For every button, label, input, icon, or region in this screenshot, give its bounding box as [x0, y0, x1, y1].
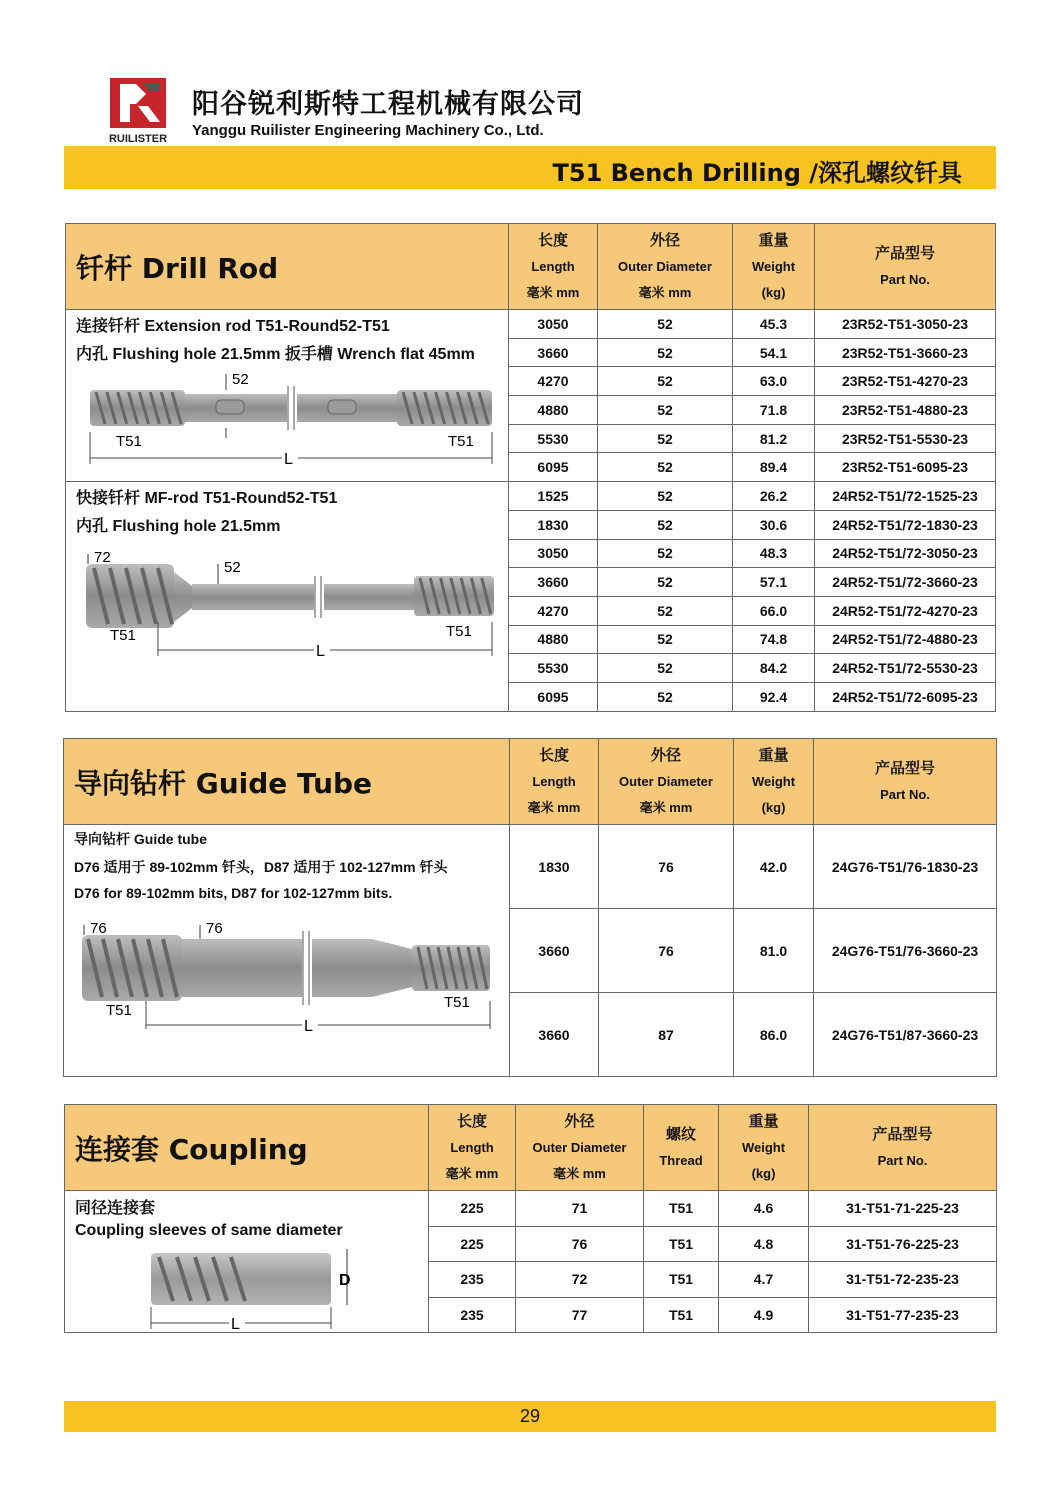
table-cell: 23R52-T51-4270-23 — [815, 367, 996, 396]
table-cell: 24G76-T51/76-3660-23 — [814, 909, 997, 993]
od-header: 外径 Outer Diameter 毫米 mm — [516, 1105, 644, 1191]
table-cell: 4880 — [509, 625, 598, 654]
table-cell: 5530 — [509, 424, 598, 453]
coupling-title: 连接套 Coupling — [65, 1105, 429, 1191]
length-header: 长度 Length 毫米 mm — [429, 1105, 516, 1191]
table-cell: 86.0 — [734, 993, 814, 1077]
title-band — [64, 146, 996, 189]
table-cell: 45.3 — [733, 310, 815, 339]
table-cell: 3660 — [510, 993, 599, 1077]
table-cell: 6095 — [509, 453, 598, 482]
table-cell: 48.3 — [733, 539, 815, 568]
table-cell: 30.6 — [733, 510, 815, 539]
description-line: 内孔 Flushing hole 21.5mm 扳手槽 Wrench flat 45mm — [76, 346, 475, 363]
length-header: 长度 Length 毫米 mm — [509, 224, 598, 310]
table-cell: 72 — [516, 1262, 644, 1298]
table-cell: 1525 — [509, 482, 598, 511]
table-cell: 77 — [516, 1297, 644, 1333]
table-row — [65, 1191, 997, 1227]
table-cell: 52 — [598, 424, 733, 453]
table-cell: 31-T51-72-235-23 — [809, 1262, 997, 1298]
rod-drawing — [76, 550, 496, 660]
dim-l: L — [304, 1018, 313, 1031]
table-cell: T51 — [644, 1262, 719, 1298]
dim-d: D — [339, 1272, 351, 1289]
table-cell: 52 — [598, 338, 733, 367]
table-cell: 3660 — [509, 338, 598, 367]
table-cell: 24R52-T51/72-5530-23 — [815, 654, 996, 683]
dim-l: L — [231, 1316, 240, 1333]
rod-drawing — [72, 921, 492, 1031]
table-cell: 76 — [599, 909, 734, 993]
product-description — [66, 482, 509, 712]
table-cell: 54.1 — [733, 338, 815, 367]
dim-l: L — [316, 643, 325, 661]
table-cell: 92.4 — [733, 682, 815, 711]
thread-right-label: T51 — [446, 623, 472, 641]
dim-d1: 72 — [94, 550, 111, 567]
table-cell: T51 — [644, 1191, 719, 1227]
table-cell: 57.1 — [733, 568, 815, 597]
table-cell: 26.2 — [733, 482, 815, 511]
table-cell: 23R52-T51-3660-23 — [815, 338, 996, 367]
table-cell: 71 — [516, 1191, 644, 1227]
od-header: 外径 Outer Diameter 毫米 mm — [598, 224, 733, 310]
description-line: D76 for 89-102mm bits, D87 for 102-127mm bits. — [74, 885, 393, 901]
table-cell: 31-T51-76-225-23 — [809, 1226, 997, 1262]
table-cell: 4270 — [509, 596, 598, 625]
table-cell: 3050 — [509, 539, 598, 568]
drill-rod-table — [65, 223, 996, 712]
table-cell: 81.2 — [733, 424, 815, 453]
table-cell: 42.0 — [734, 825, 814, 909]
table-cell: 71.8 — [733, 396, 815, 425]
description-line: Coupling sleeves of same diameter — [75, 1222, 343, 1239]
table-cell: 24R52-T51/72-6095-23 — [815, 682, 996, 711]
guide-tube-table — [63, 738, 997, 1077]
thread-left-label: T51 — [116, 433, 142, 450]
coupling-table — [64, 1104, 997, 1333]
table-cell: 4880 — [509, 396, 598, 425]
table-cell: 24G76-T51/87-3660-23 — [814, 993, 997, 1077]
logo-text: RUILISTER — [108, 133, 168, 145]
description-line: 连接钎杆 Extension rod T51-Round52-T51 — [76, 318, 390, 335]
table-cell: 52 — [598, 310, 733, 339]
thread-left-label: T51 — [106, 1002, 132, 1019]
page-title: T51 Bench Drilling /深孔螺纹钎具 — [552, 159, 962, 187]
table-cell: 225 — [429, 1191, 516, 1227]
table-cell: 52 — [598, 510, 733, 539]
product-description — [66, 310, 509, 482]
table-cell: 52 — [598, 625, 733, 654]
table-cell: 52 — [598, 539, 733, 568]
table-cell: 5530 — [509, 654, 598, 683]
table-cell: 52 — [598, 396, 733, 425]
table-row — [64, 825, 997, 909]
weight-header: 重量 Weight (kg) — [733, 224, 815, 310]
table-cell: T51 — [644, 1226, 719, 1262]
table-cell: 81.0 — [734, 909, 814, 993]
table-row — [66, 310, 996, 339]
table-cell: 23R52-T51-6095-23 — [815, 453, 996, 482]
guide-tube-title: 导向钻杆 Guide Tube — [64, 739, 510, 825]
thread-left-label: T51 — [110, 627, 136, 645]
weight-header: 重量 Weight (kg) — [719, 1105, 809, 1191]
table-cell: 24R52-T51/72-3050-23 — [815, 539, 996, 568]
table-cell: 52 — [598, 682, 733, 711]
table-cell: 235 — [429, 1262, 516, 1298]
thread-header: 螺纹 Thread — [644, 1105, 719, 1191]
rod-drawing — [76, 368, 496, 478]
table-cell: 23R52-T51-4880-23 — [815, 396, 996, 425]
table-cell: 6095 — [509, 682, 598, 711]
table-cell: 31-T51-71-225-23 — [809, 1191, 997, 1227]
table-cell: 3050 — [509, 310, 598, 339]
dim-d2: 76 — [206, 921, 223, 937]
table-cell: 63.0 — [733, 367, 815, 396]
table-cell: 24R52-T51/72-1830-23 — [815, 510, 996, 539]
table-cell: 24R52-T51/72-4880-23 — [815, 625, 996, 654]
od-header: 外径 Outer Diameter 毫米 mm — [599, 739, 734, 825]
table-cell: 52 — [598, 654, 733, 683]
table-cell: T51 — [644, 1297, 719, 1333]
part-header: 产品型号 Part No. — [814, 739, 997, 825]
table-cell: 87 — [599, 993, 734, 1077]
description-line: 快接钎杆 MF-rod T51-Round52-T51 — [76, 490, 338, 508]
table-cell: 1830 — [509, 510, 598, 539]
table-cell: 52 — [598, 367, 733, 396]
drill-rod-title: 钎杆 Drill Rod — [66, 224, 509, 310]
part-header: 产品型号 Part No. — [809, 1105, 997, 1191]
table-cell: 23R52-T51-3050-23 — [815, 310, 996, 339]
table-cell: 4.6 — [719, 1191, 809, 1227]
description-line: D76 适用于 89-102mm 钎头，D87 适用于 102-127mm 钎头 — [74, 859, 448, 875]
company-name-en: Yanggu Ruilister Engineering Machinery Co., Ltd. — [192, 122, 544, 139]
product-description — [64, 825, 510, 1077]
table-cell: 4.7 — [719, 1262, 809, 1298]
table-cell: 24R52-T51/72-3660-23 — [815, 568, 996, 597]
table-cell: 52 — [598, 453, 733, 482]
part-header: 产品型号 Part No. — [815, 224, 996, 310]
dim-d2: 52 — [224, 559, 241, 577]
page-number: 29 — [64, 1401, 996, 1432]
table-cell: 225 — [429, 1226, 516, 1262]
table-cell: 89.4 — [733, 453, 815, 482]
product-description — [65, 1191, 429, 1333]
table-cell: 52 — [598, 482, 733, 511]
description-line: 同径连接套 — [75, 1200, 156, 1217]
table-cell: 3660 — [509, 568, 598, 597]
thread-right-label: T51 — [444, 994, 470, 1011]
thread-right-label: T51 — [448, 433, 474, 450]
table-cell: 66.0 — [733, 596, 815, 625]
table-cell: 235 — [429, 1297, 516, 1333]
table-cell: 1830 — [510, 825, 599, 909]
table-cell: 3660 — [510, 909, 599, 993]
company-logo — [96, 76, 180, 146]
table-cell: 84.2 — [733, 654, 815, 683]
table-cell: 52 — [598, 568, 733, 597]
weight-header: 重量 Weight (kg) — [734, 739, 814, 825]
table-cell: 76 — [516, 1226, 644, 1262]
table-cell: 4.8 — [719, 1226, 809, 1262]
description-line: 内孔 Flushing hole 21.5mm — [76, 518, 281, 536]
table-cell: 23R52-T51-5530-23 — [815, 424, 996, 453]
description-line: 导向钻杆 Guide tube — [74, 831, 207, 847]
dim-d1: 76 — [90, 921, 107, 937]
table-cell: 24G76-T51/76-1830-23 — [814, 825, 997, 909]
table-cell: 74.8 — [733, 625, 815, 654]
table-cell: 52 — [598, 596, 733, 625]
company-name-cn: 阳谷锐利斯特工程机械有限公司 — [192, 89, 584, 120]
coupling-drawing — [147, 1249, 367, 1335]
dim-d: 52 — [232, 371, 249, 388]
dim-l: L — [284, 451, 293, 468]
table-cell: 31-T51-77-235-23 — [809, 1297, 997, 1333]
table-cell: 76 — [599, 825, 734, 909]
length-header: 长度 Length 毫米 mm — [510, 739, 599, 825]
table-cell: 4270 — [509, 367, 598, 396]
table-cell: 24R52-T51/72-4270-23 — [815, 596, 996, 625]
table-cell: 4.9 — [719, 1297, 809, 1333]
table-row — [66, 482, 996, 511]
table-cell: 24R52-T51/72-1525-23 — [815, 482, 996, 511]
